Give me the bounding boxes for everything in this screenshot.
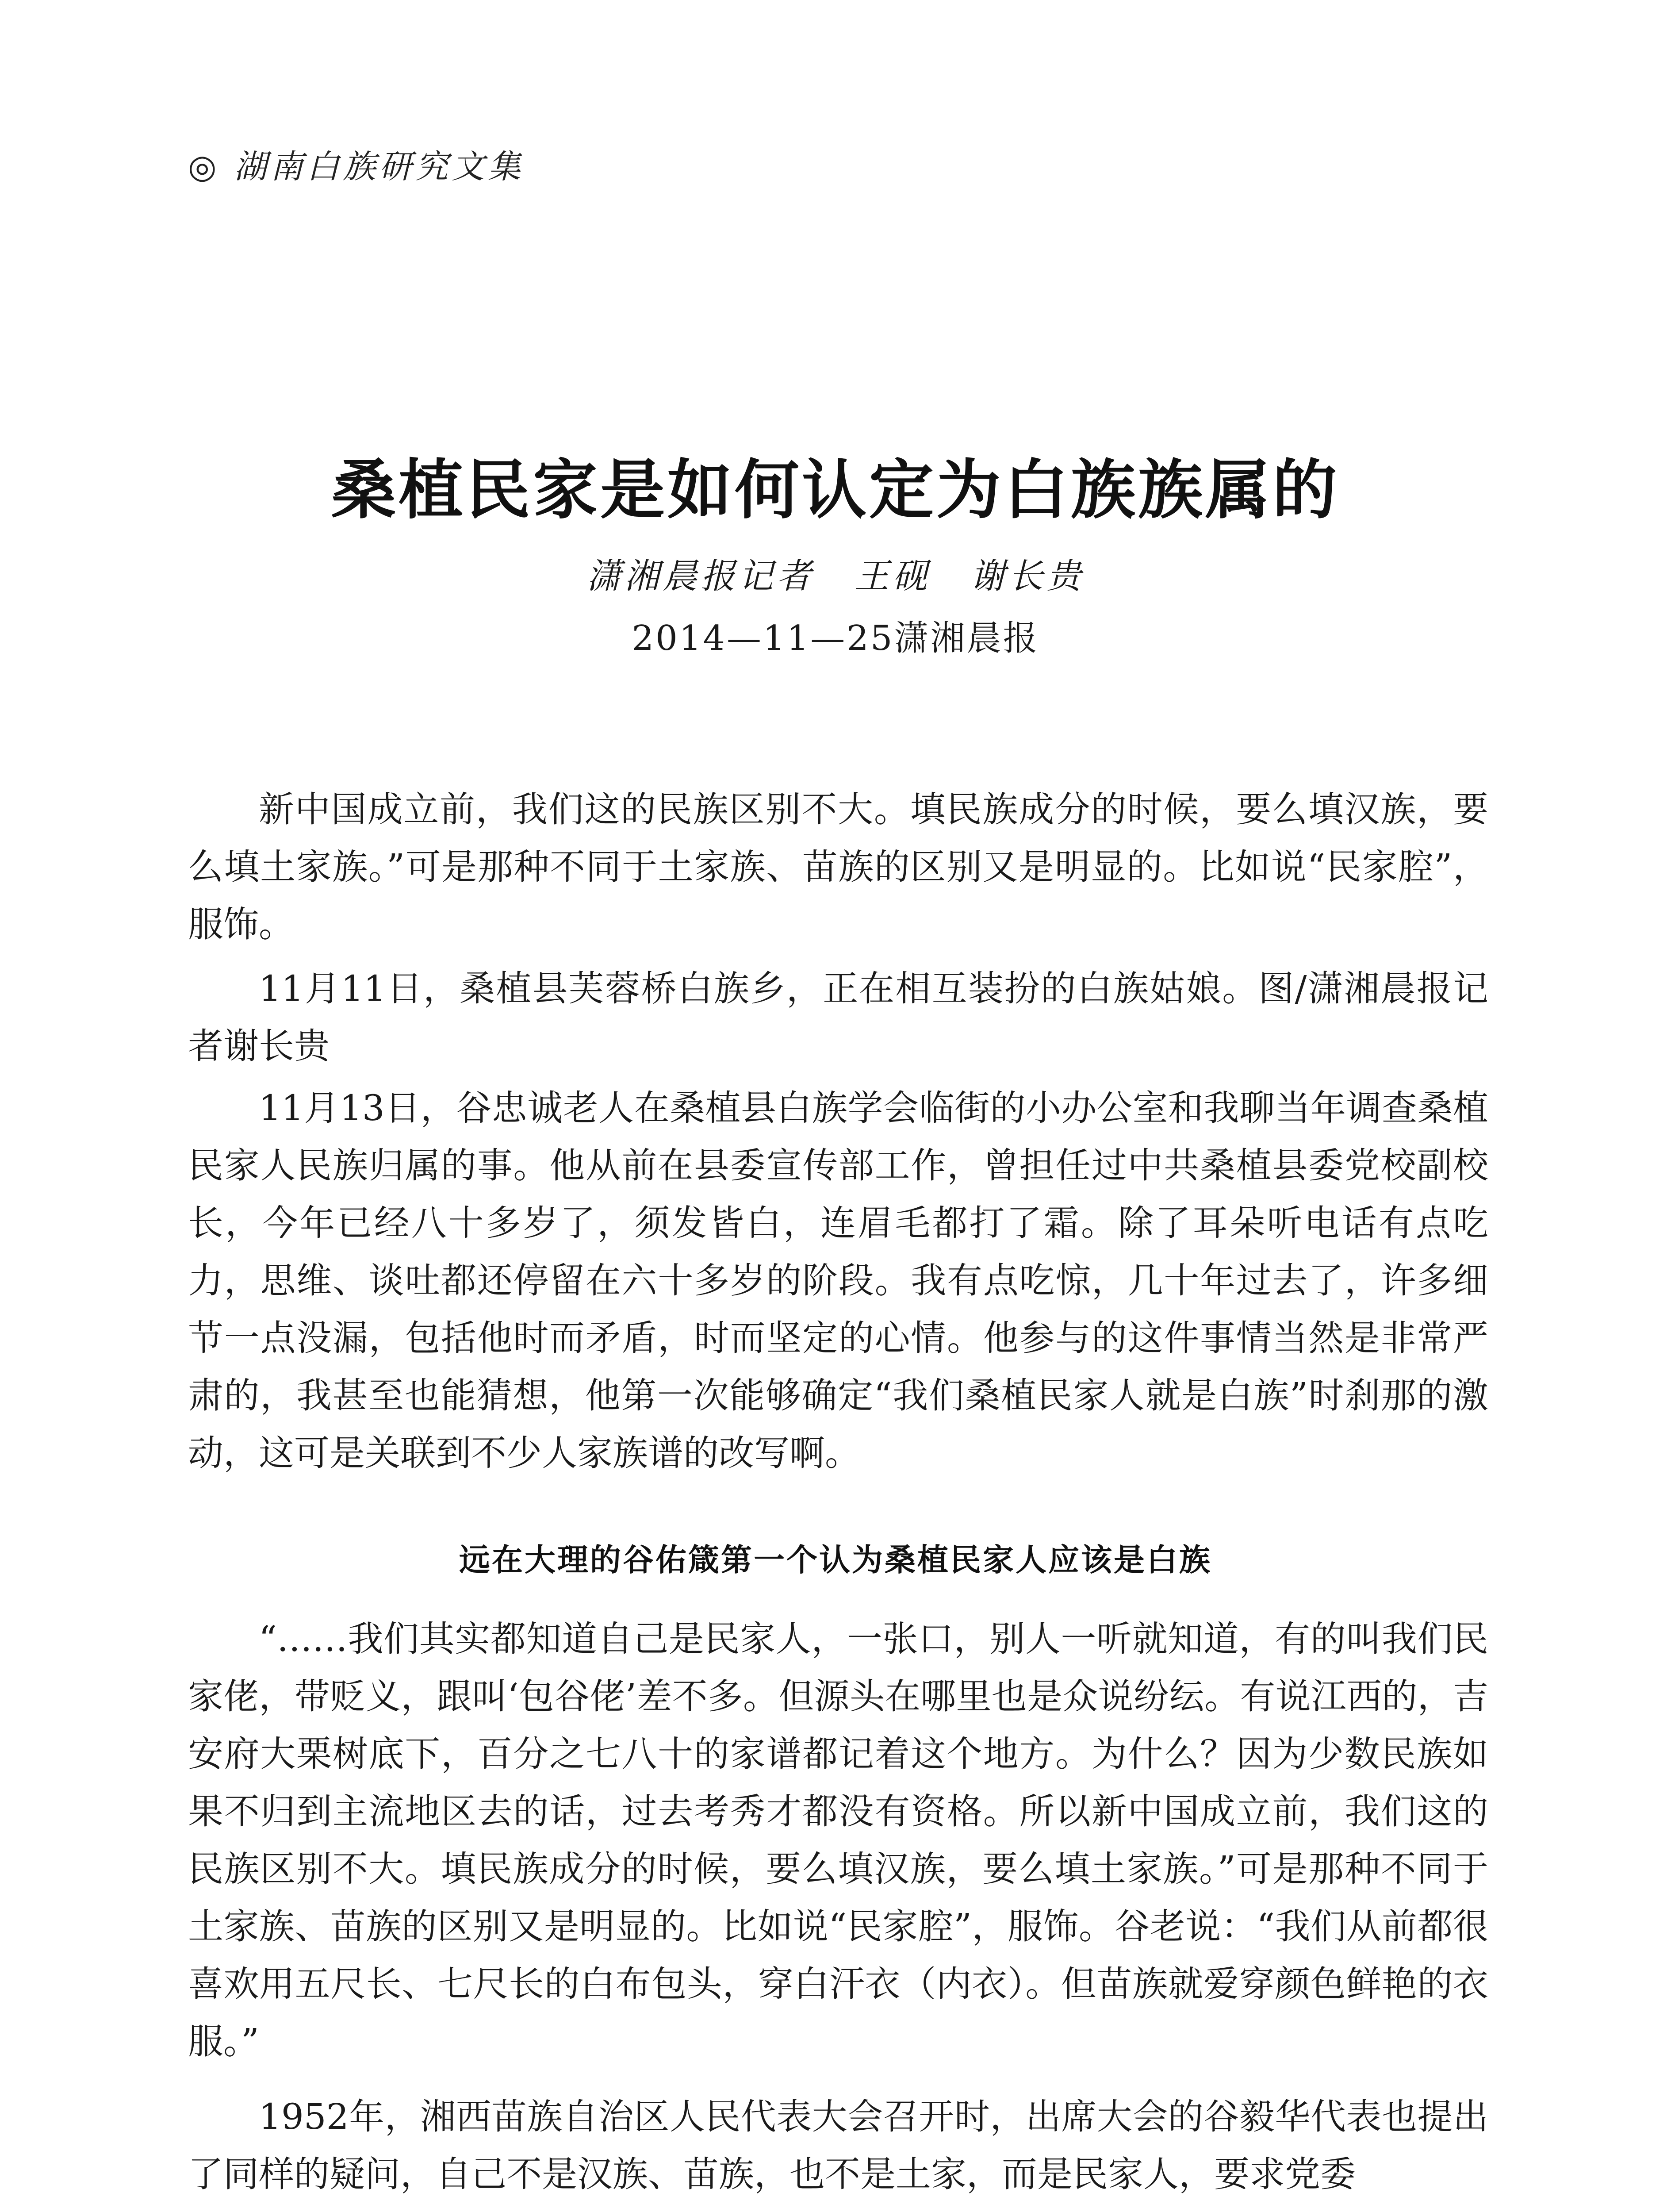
paragraph: 11月11日，桑植县芙蓉桥白族乡，正在相互装扮的白族姑娘。图/潇湘晨报记者谢长贵 [188,968,1488,1067]
byline-org: 潇湘晨报记者 [586,557,815,596]
paragraph: “……我们其实都知道自己是民家人，一张口，别人一听就知道，有的叫我们民家佬，带贬义，跟叫‘包谷佬’差不多。但源头在哪里也是众说纷纭。有说江西的，吉安府大栗树底下，百分之七八十的家谱都记着这个地方。为什么？因为少数民族如果不归到主流地区去的话，过去考秀才都没有资格。所以新中国成立前，我们这的民族区别不大。填民族成分的时候，要么填汉族，要么填土家族。”可是那种不同于土家族、苗族的区别又是明显的。比如说“民家腔”，服饰。谷老说：“我们从前都很喜欢用五尺长、七尺长的白布包头，穿白汗衣（内衣）。但苗族就爱穿颜色鲜艳的衣服。” [188,1618,1488,2062]
byline [0,549,1671,598]
paragraph: 11月13日，谷忠诚老人在桑植县白族学会临街的小办公室和我聊当年调查桑植民家人民族归属的事。他从前在县委宣传部工作，曾担任过中共桑植县委党校副校长，今年已经八十多岁了，须发皆白，连眉毛都打了霜。除了耳朵听电话有点吃力，思维、谈吐都还停留在六十多岁的阶段。我有点吃惊，几十年过去了，许多细节一点没漏，包括他时而矛盾，时而坚定的心情。他参与的这件事情当然是非常严肃的，我甚至也能猜想，他第一次能够确定“我们桑植民家人就是白族”时刹那的激动，这可是关联到不少人家族谱的改写啊。 [188,1087,1488,1474]
byline-author: 谢长贵 [970,557,1085,596]
dateline: 2014—11—25潇湘晨报 [632,618,1039,658]
section-heading: 远在大理的谷佑箴第一个认为桑植民家人应该是白族 [459,1542,1212,1578]
paragraph: 1952年，湘西苗族自治区人民代表大会召开时，出席大会的谷毅华代表也提出了同样的疑问，自己不是汉族、苗族，也不是土家，而是民家人，要求党委 [188,2096,1488,2195]
running-header: ◎ 湖南白族研究文集 [188,148,525,186]
article-title: 桑植民家是如何认定为白族族属的 [331,452,1340,528]
paragraph: 新中国成立前，我们这的民族区别不大。填民族成分的时候，要么填汉族，要么填土家族。”可是那种不同于土家族、苗族的区别又是明显的。比如说“民家腔”，服饰。 [188,789,1488,945]
byline-author: 王砚 [854,557,931,596]
